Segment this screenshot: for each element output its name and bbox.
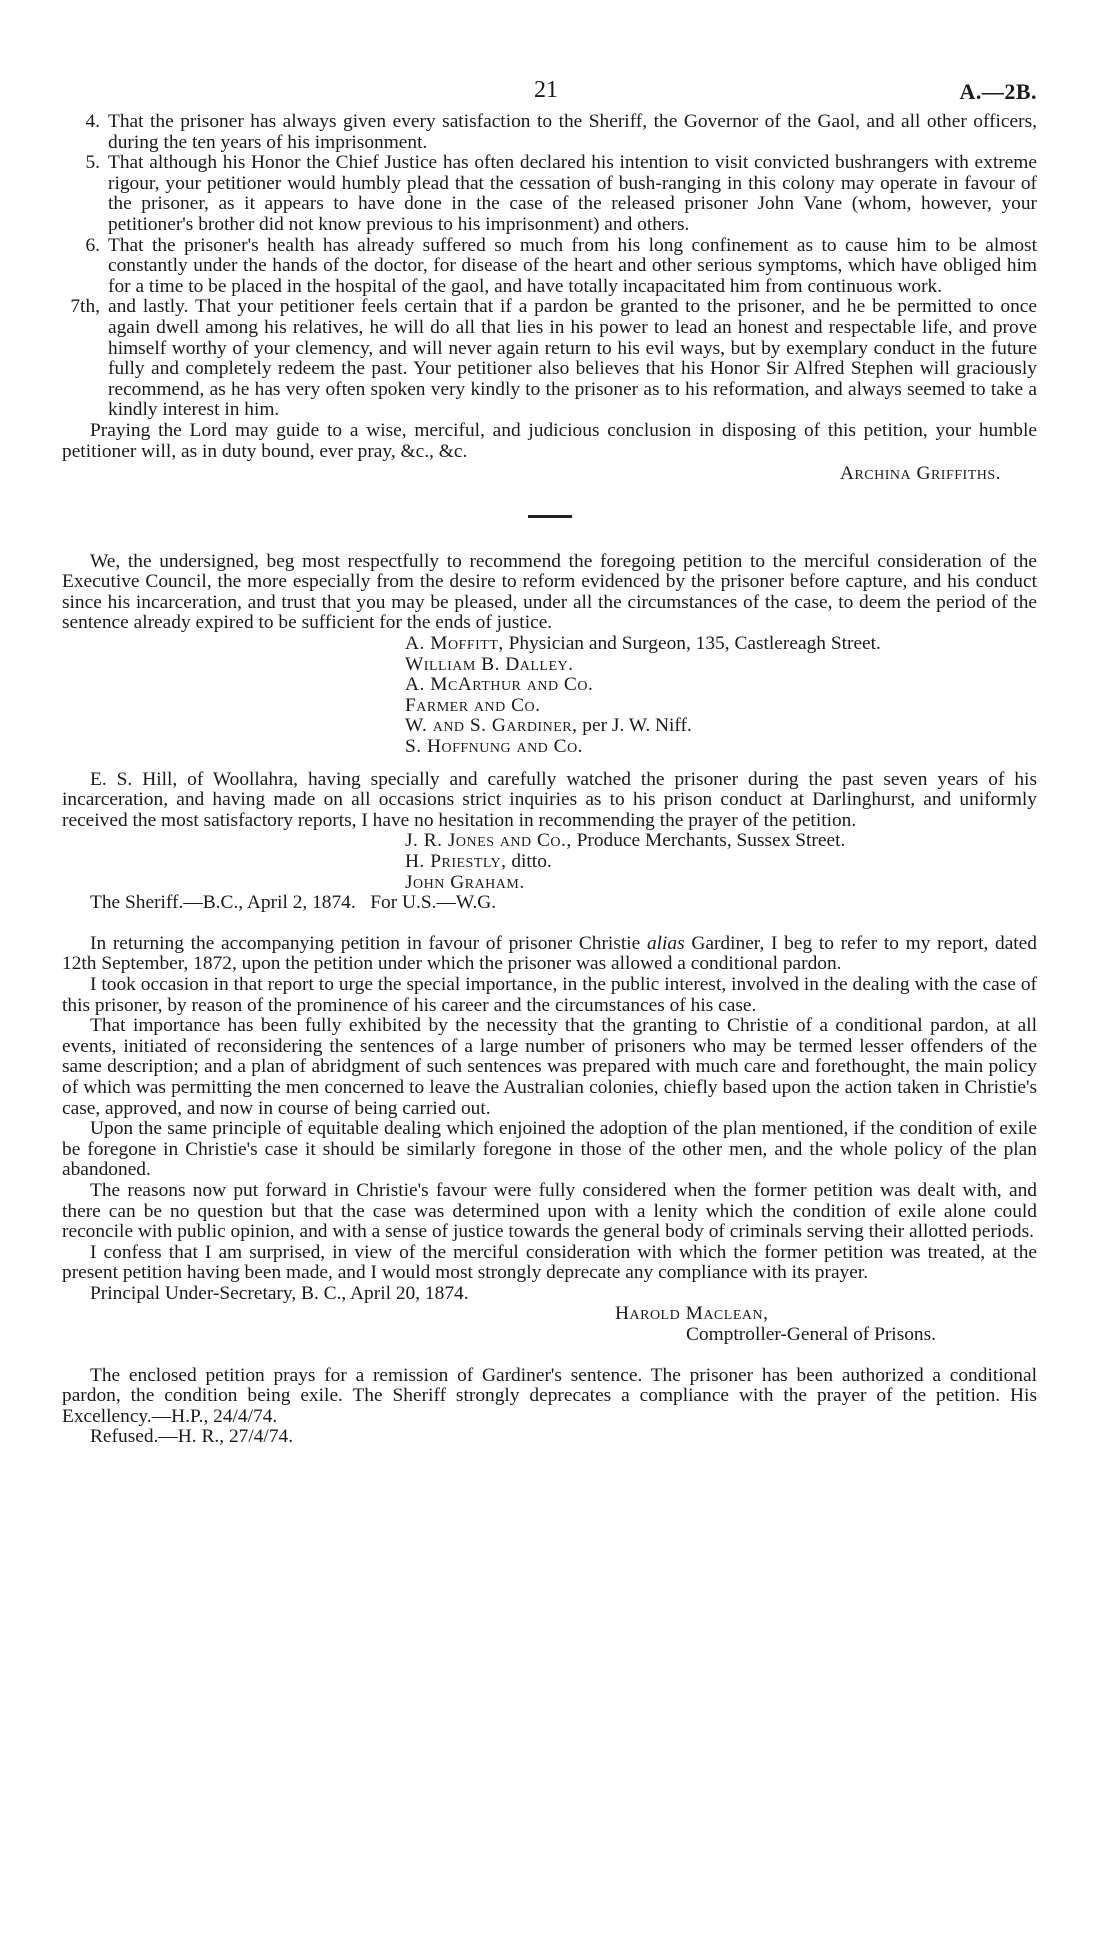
petitioner-signature: Archina Griffiths. bbox=[839, 463, 1001, 485]
document-page bbox=[62, 70, 1037, 1448]
page-header bbox=[62, 70, 1037, 112]
comptroller-paragraph: Upon the same principle of equitable dealing which enjoined the adoption of the plan mentioned, if the condition of exile be foregone in Christie's case it should be similarly foregone in those of the other men, and the whole policy of the plan abandoned. bbox=[62, 1118, 1037, 1181]
item-number: 5. bbox=[85, 152, 100, 174]
page-number: 21 bbox=[534, 77, 558, 103]
item-number: 7th, bbox=[70, 296, 100, 318]
document-reference: A.—2B. bbox=[959, 79, 1037, 104]
item-number: 6. bbox=[85, 234, 100, 256]
signer-line: A. McArthur and Co. bbox=[405, 674, 594, 696]
comptroller-paragraph: In returning the accompanying petition in favour of prisoner Christie alias Gardiner, I beg to refer to my report, dated 12th September, 1872, upon the petition under which the prisoner was allowed a conditional pardon. bbox=[62, 932, 1037, 975]
petition-item bbox=[62, 112, 1037, 153]
item-text: That although his Honor the Chief Justice has often declared his intention to visit convicted bushrangers with extreme rigour, your petitioner would humbly plead that the cessation of bush-ranging in this colony may operate in favour of the prisoner, as it appears to have done in the case of the released prisoner John Vane (whom, however, your petitioner's brother did not know previous to his imprisonment) and others. bbox=[108, 152, 1037, 235]
petition-items bbox=[62, 112, 1037, 421]
signer-line: A. Moffitt, Physician and Surgeon, 135, Castlereagh Street. bbox=[405, 633, 881, 655]
petition-item bbox=[62, 153, 1037, 235]
signer-line: J. R. Jones and Co., Produce Merchants, Sussex Street. bbox=[405, 830, 846, 852]
recommendation-signers bbox=[405, 634, 1037, 758]
comptroller-signature: Harold Maclean, bbox=[615, 1303, 769, 1325]
section-divider bbox=[528, 515, 572, 518]
signer-line: W. and S. Gardiner, per J. W. Niff. bbox=[405, 715, 692, 737]
signer-line: John Graham. bbox=[405, 871, 525, 893]
petition-prayer: Praying the Lord may guide to a wise, merciful, and judicious conclusion in disposing of this petition, your humble petitioner will, as in duty bound, ever pray, &c., &c. bbox=[62, 419, 1037, 462]
refused-minute: Refused.—H. R., 27/4/74. bbox=[90, 1426, 294, 1448]
petition-item bbox=[62, 297, 1037, 421]
comptroller-paragraph: That importance has been fully exhibited by the necessity that the granting to Christie of a conditional pardon, at all events, initiated of reconsidering the sentences of a large number of prisoners who may be termed lesser offenders of the same description; and a plan of abridgment of such sentences was prepared with much care and forethought, the main policy of which was permitting the men concerned to leave the Australian colonies, chiefly based upon the action taken in Christie's case, approved, and now in course of being carried out. bbox=[62, 1015, 1037, 1119]
signer-line: Farmer and Co. bbox=[405, 694, 541, 716]
item-text: That the prisoner has always given every satisfaction to the Sheriff, the Governor of the Gaol, and all other officers, during the ten years of his imprisonment. bbox=[108, 111, 1037, 153]
signer-line: S. Hoffnung and Co. bbox=[405, 736, 584, 758]
comptroller-title: Comptroller-General of Prisons. bbox=[686, 1324, 937, 1346]
comptroller-paragraph: The reasons now put forward in Christie's favour were fully considered when the former petition was dealt with, and there can be no question but that the case was determined upon with a lenity which the condition of exile alone could reconcile with public opinion, and with a sense of justice towards the general body of criminals serving their allotted periods. bbox=[62, 1179, 1037, 1243]
signer-line: H. Priestly, ditto. bbox=[405, 851, 552, 872]
final-minute: The enclosed petition prays for a remission of Gardiner's sentence. The prisoner has been authorized a conditional pardon, the condition being exile. The Sheriff strongly deprecates a compliance with the prayer of the petition. His Excellency.—H.P., 24/4/74. bbox=[62, 1364, 1037, 1427]
hill-endorsement: E. S. Hill, of Woollahra, having specially and carefully watched the prisoner during the past seven years of his incarceration, and having made on all occasions strict inquiries as to his prison conduct at Darlinghurst, and uniformly received the most satisfactory reports, I have no hesitation in recommending the prayer of the petition. bbox=[62, 768, 1037, 831]
hill-signers bbox=[405, 831, 1037, 893]
petition-item bbox=[62, 236, 1037, 298]
item-number: 4. bbox=[85, 111, 100, 132]
signer-line: William B. Dalley. bbox=[405, 653, 574, 675]
comptroller-date: Principal Under-Secretary, B. C., April 20, 1874. bbox=[90, 1282, 469, 1304]
sheriff-minute: The Sheriff.—B.C., April 2, 1874. For U.S.—W.G. bbox=[90, 892, 497, 914]
comptroller-paragraph: I took occasion in that report to urge the special importance, in the public interest, involved in the dealing with the case of this prisoner, by reason of the prominence of his career and the circumstances of his case. bbox=[62, 973, 1037, 1016]
item-text: and lastly. That your petitioner feels certain that if a pardon be granted to the prisoner, and he be permitted to once again dwell among his relatives, he will do all that lies in his power to lead an honest and respectable life, and prove himself worthy of your clemency, and will never again return to his evil ways, but by exemplary conduct in the future fully and completely redeem the past. Your petitioner also believes that his Honor Sir Alfred Stephen will graciously recommend, as he has very often spoken very kindly to the prisoner as to his reformation, and always seemed to take a kindly interest in him. bbox=[108, 296, 1037, 421]
recommendation-text: We, the undersigned, beg most respectfully to recommend the foregoing petition to the merciful consideration of the Executive Council, the more especially from the desire to reform evidenced by the prisoner before capture, and his conduct since his incarceration, and trust that you may be pleased, under all the circumstances of the case, to deem the period of the sentence already expired to be sufficient for the ends of justice. bbox=[62, 550, 1037, 634]
item-text: That the prisoner's health has already suffered so much from his long confinement as to cause him to be almost constantly under the hands of the doctor, for disease of the heart and other serious symptoms, which have obliged him for a time to be placed in the hospital of the gaol, and have totally incapacitated him from continuous work. bbox=[108, 234, 1037, 297]
comptroller-paragraph: I confess that I am surprised, in view of the merciful consideration with which the former petition was treated, at the present petition having been made, and I would most strongly deprecate any compliance with its prayer. bbox=[62, 1241, 1037, 1284]
